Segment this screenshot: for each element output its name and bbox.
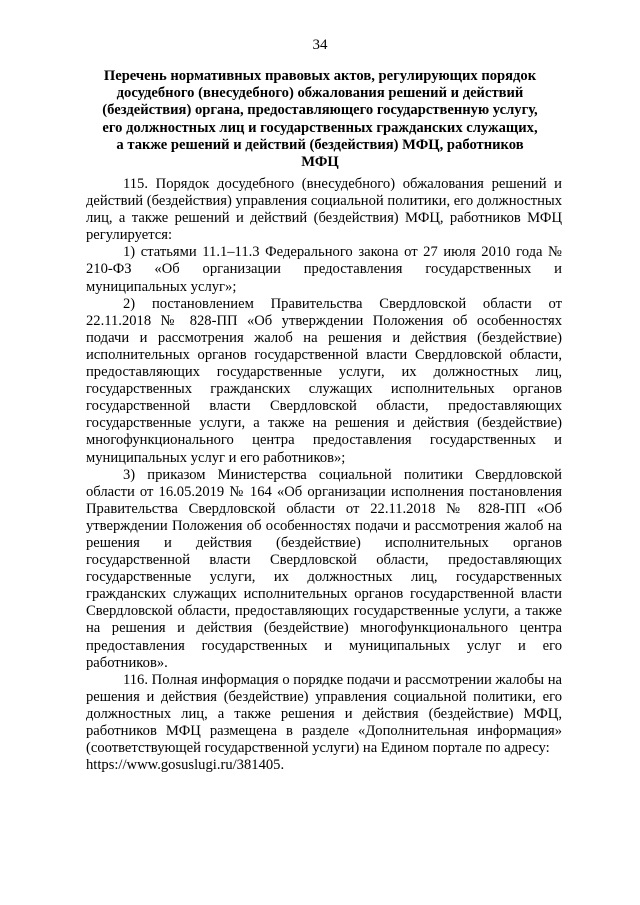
gosuslugi-url: https://www.gosuslugi.ru/381405. xyxy=(86,757,285,774)
paragraph-115: 115. Порядок досудебного (внесудебного) обжалования решений и действий (бездействия) управления социальной политики, его должностных лиц, а также решений и действий (бездействия) МФЦ, работников МФЦ регулируется: xyxy=(86,176,562,244)
body-text xyxy=(86,176,562,774)
paragraph-item-2: 2) постановлением Правительства Свердловской области от 22.11.2018 № 828-ПП «Об утверждении Положения об особенностях подачи и рассмотрения жалоб на решения и действия (бездействие) исполнительных органов государственной власти Свердловской области, предоставляющих государственные услуги, их должностных лиц, государственных гражданских служащих исполнительных органов государственной власти Свердловской области, предоставляющих государственные услуги, а также на решения и действия (бездействие) многофункционального центра предоставления государственных и муниципальных услуг и его работников»; xyxy=(86,295,562,466)
section-heading: Перечень нормативных правовых актов, регулирующих порядок досудебного (внесудебного) обжалования решений и действий (бездействия) органа, предоставляющего государственную услугу, его должностных лиц и государственных гражданских служащих, а также решений и действий (бездействия) МФЦ, работников МФЦ xyxy=(102,68,538,171)
page-number: 34 xyxy=(312,37,328,53)
paragraph-116: 116. Полная информация о порядке подачи и рассмотрении жалобы на решения и действия (бездействие) управления социальной политики, его должностных лиц, а также решения и действия (бездействие) МФЦ, работников МФЦ размещена в разделе «Дополнительная информация» (соответствующей государственной услуги) на Едином портале по адресу: xyxy=(86,671,562,757)
paragraph-item-3: 3) приказом Министерства социальной политики Свердловской области от 16.05.2019 № 164 «Об организации исполнения постановления Правительства Свердловской области от 22.11.2018 № 828-ПП «Об утверждении Положения об особенностях подачи и рассмотрения жалоб на решения и действия (бездействие) исполнительных органов государственной власти Свердловской области, предоставляющих государственные услуги, их должностных лиц, государственных гражданских служащих исполнительных органов государственной власти Свердловской области, предоставляющих государственные услуги, а также на решения и действия (бездействие) многофункционального центра предоставления государственных и муниципальных услуг и его работников». xyxy=(86,466,562,671)
paragraph-item-1: 1) статьями 11.1–11.3 Федерального закона от 27 июля 2010 года № 210-ФЗ «Об организации предоставления государственных и муниципальных услуг»; xyxy=(86,244,562,295)
